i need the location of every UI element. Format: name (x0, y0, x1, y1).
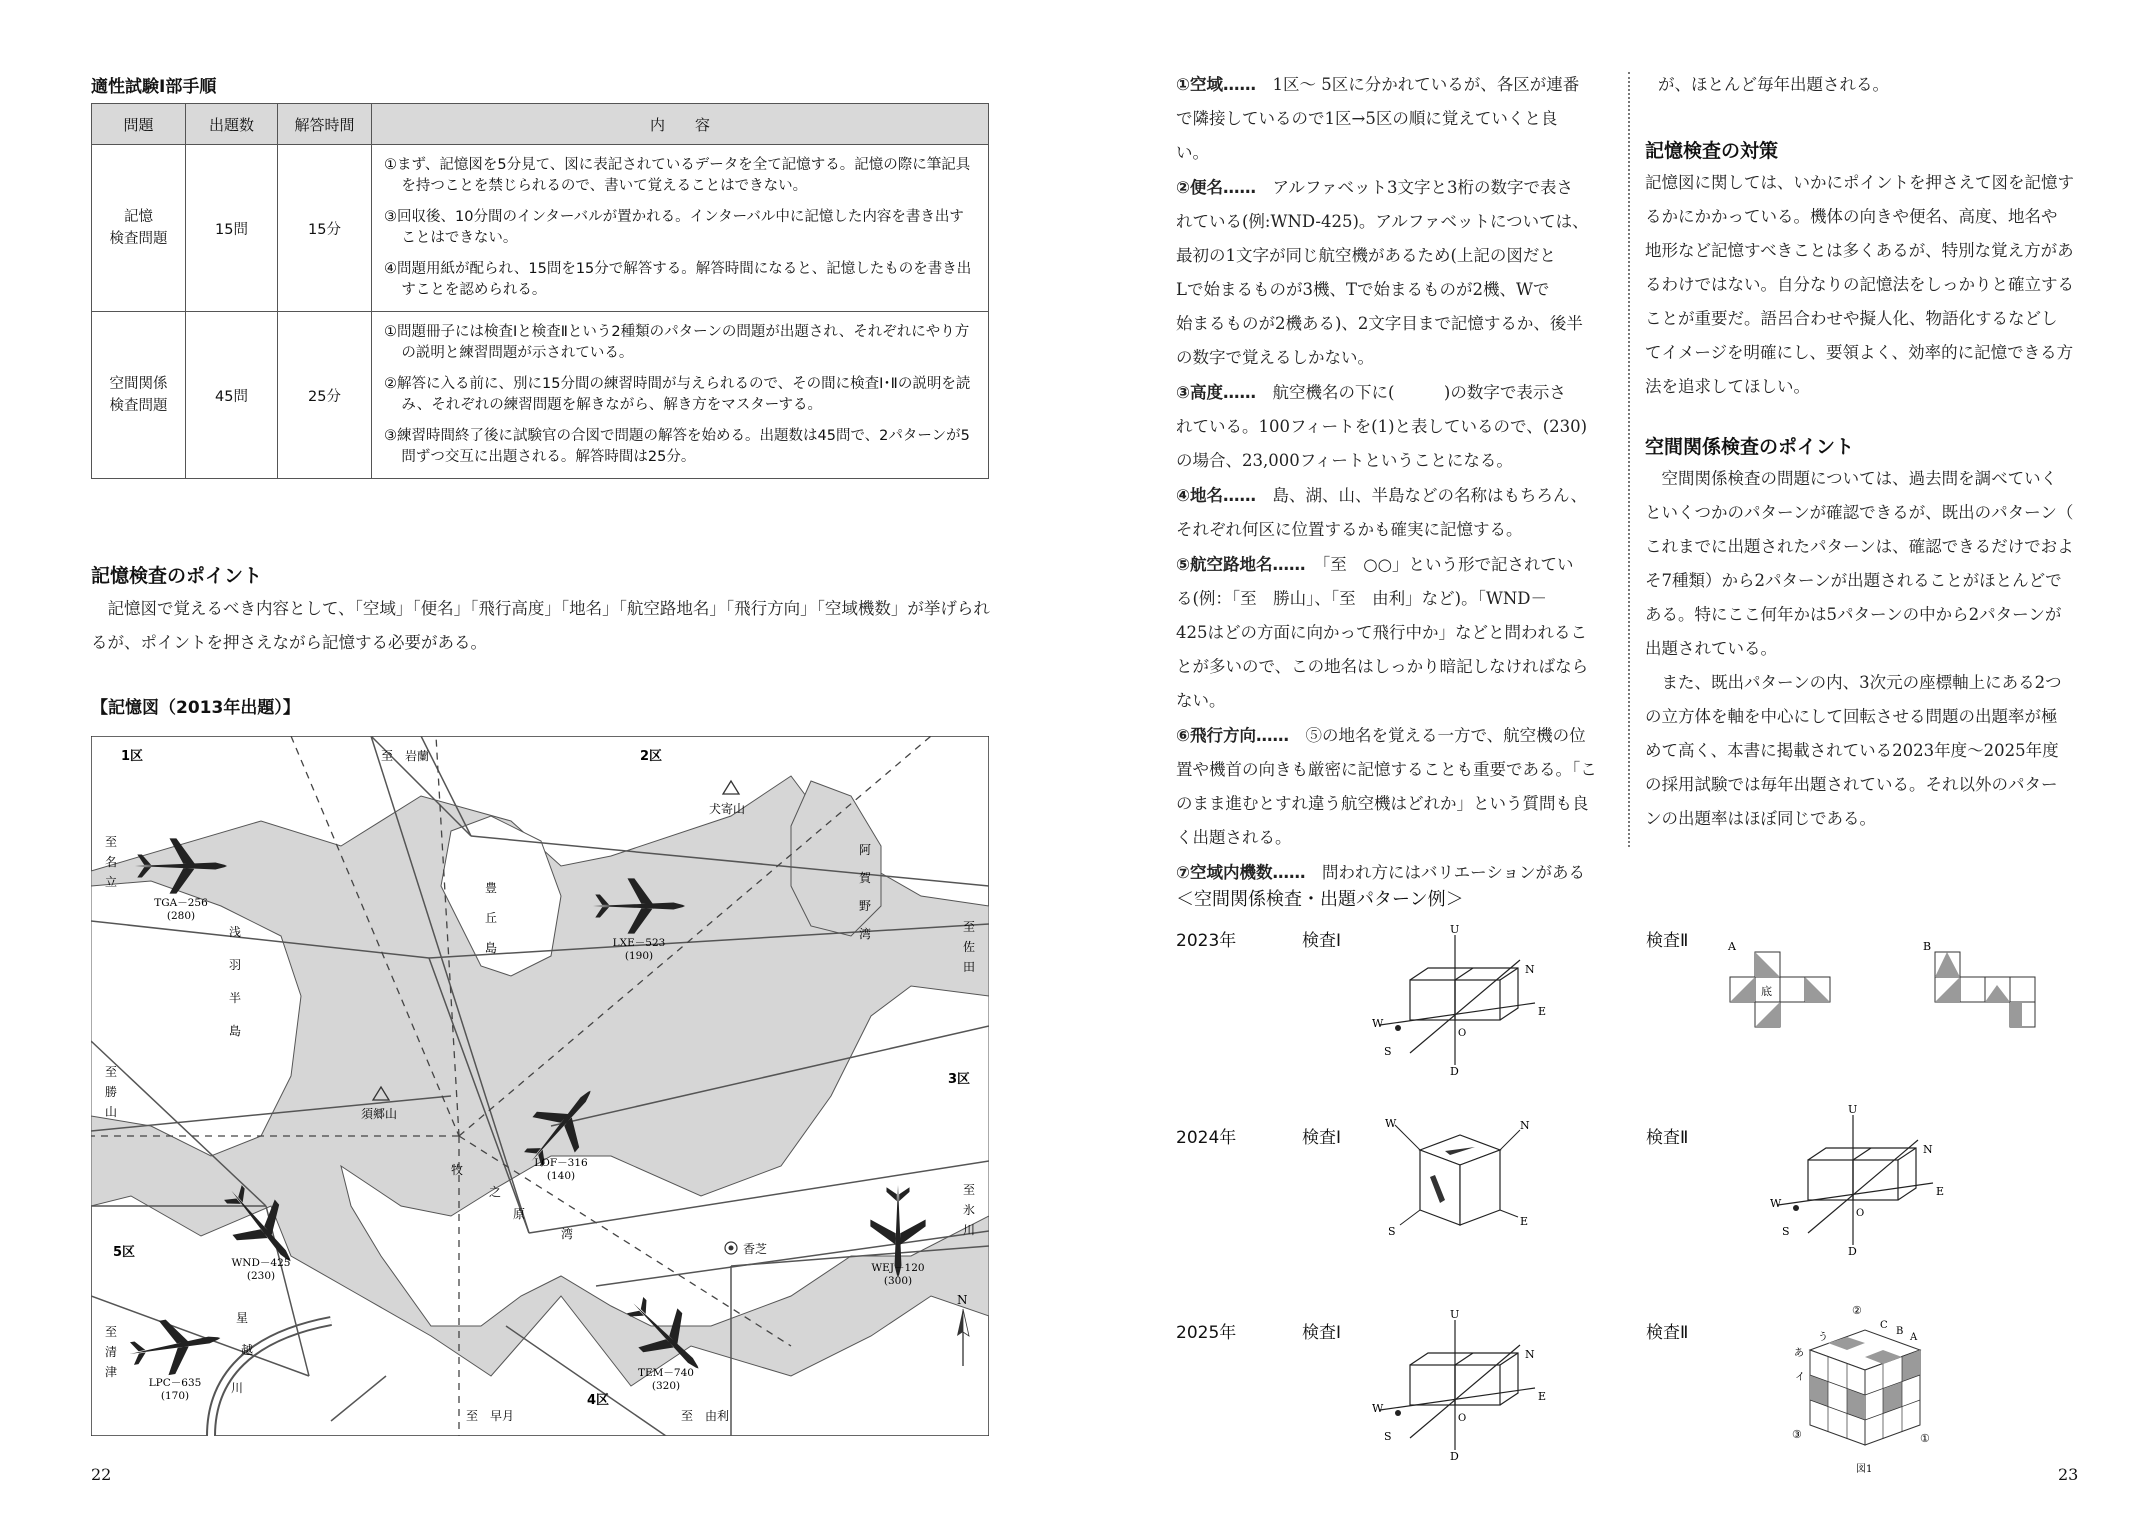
spatial-heading: 空間関係検査のポイント (1645, 436, 1855, 458)
text-line: れている。100フィートを(1)と表しているので、(230) (1176, 417, 1588, 436)
axis-label: S (1384, 1045, 1392, 1058)
axis-label: E (1936, 1185, 1945, 1198)
place-char: 島 (229, 1024, 242, 1038)
numbered-item (1176, 376, 1604, 478)
destination-hikawa (963, 1183, 975, 1237)
row-time: 15分 (278, 145, 372, 312)
pattern-test1: 検査Ⅰ (1302, 931, 1342, 951)
text-line: る(例：「至 勝山」、「至 由利」など)。「WND－ (1176, 589, 1548, 608)
text-line (1176, 548, 1604, 582)
destination-char: 佐 (963, 940, 976, 954)
place-char: 川 (231, 1381, 244, 1395)
text-line: 最初の1文字が同じ航空機があるため(上記の図だと (1176, 246, 1556, 265)
place-char: 牧 (451, 1163, 464, 1177)
place-char: 島 (485, 941, 498, 955)
zone-label: 4区 (587, 1393, 610, 1408)
single-cube-figure (1380, 1115, 1540, 1250)
two-cubes-figure (1370, 925, 1570, 1075)
flight-name: LXE－523 (612, 937, 666, 949)
destination-label: 至 早月 (466, 1409, 515, 1423)
cube-label: ③ (1792, 1428, 1802, 1441)
text-line: れている(例:WND-425)。アルファベットについては、 (1176, 212, 1589, 231)
target-heading: 記憶検査の対策 (1645, 140, 1779, 162)
axis-label: S (1388, 1225, 1396, 1238)
pattern-test2: 検査Ⅱ (1646, 1128, 1689, 1148)
axis-label: S (1782, 1225, 1790, 1238)
place-char: 之 (489, 1185, 502, 1199)
place-char: 豊 (485, 881, 498, 895)
text-line: 空間関係検査の問題については、過去問を調べていく (1645, 469, 2058, 488)
map-caption: 【記憶図（2013年出題）】 (91, 698, 300, 718)
content-item: ①問題冊子には検査Ⅰと検査Ⅱという2種類のパターンの問題が出題され、それぞれにやり方の説明と練習問題が示されている。 (384, 324, 970, 361)
text-line: で隣接しているので1区→5区の順に覚えていくと良 (1176, 109, 1558, 128)
destination-char: 名 (105, 855, 118, 869)
axis-label: N (1525, 1348, 1535, 1361)
flight-altitude: (280) (166, 910, 196, 922)
flight-altitude: (140) (546, 1170, 576, 1182)
numbered-item (1176, 171, 1604, 375)
net-label: B (1923, 940, 1932, 953)
destination-sada (963, 920, 975, 974)
place-char: 賀 (859, 871, 872, 885)
net-label: A (1728, 940, 1736, 953)
place-char: 湾 (561, 1227, 574, 1241)
place-char: 野 (859, 899, 872, 913)
flight-altitude: (170) (160, 1390, 190, 1402)
row-count: 15問 (186, 145, 278, 312)
row-content (372, 145, 989, 312)
destination-katsuyama (105, 1065, 117, 1119)
two-cubes-figure (1370, 1310, 1570, 1460)
destination-char: 至 (963, 920, 976, 934)
content-item: ③回収後、10分間のインターバルが置かれる。インターバル中に記憶した内容を書き出すことはできない。 (384, 209, 964, 246)
cube-label: ② (1852, 1304, 1862, 1317)
pattern-year: 2025年 (1176, 1323, 1237, 1343)
text-line (1176, 376, 1604, 410)
item-text: 問われ方にはバリエーションがある (1305, 863, 1585, 882)
destination-label: 至 由利 (681, 1409, 730, 1423)
item-text: 島、湖、山、半島などの名称はもちろん、 (1255, 486, 1587, 505)
pattern-test1: 検査Ⅰ (1302, 1323, 1342, 1343)
memory-points-text (91, 592, 1001, 660)
table-row (92, 145, 989, 312)
cube-label: C (1880, 1320, 1888, 1331)
text-line (1176, 479, 1604, 513)
flight-name: LOF－316 (534, 1157, 588, 1169)
text-line: の場合、23,000フィートということになる。 (1176, 451, 1513, 470)
place-char: 半 (229, 991, 242, 1005)
destination-char: 至 (963, 1183, 976, 1197)
text-line: Lで始まるものが3機、Tで始まるものが2機、Wで (1176, 280, 1550, 299)
destination-char: 津 (105, 1365, 118, 1379)
destination-char: 至 (105, 1325, 118, 1339)
text-line: の数字で覚えるしかない。 (1176, 348, 1374, 367)
place-label: 犬寄山 (709, 802, 746, 816)
destination-char: 至 (105, 1065, 118, 1079)
text-line: のまま進むとすれ違う航空機はどれか」という質問も良 (1176, 794, 1589, 813)
item-text: ⑤の地名を覚える一方で、航空機の位 (1288, 726, 1586, 745)
row-content (372, 312, 989, 479)
axis-label: U (1450, 925, 1460, 936)
axis-label: E (1538, 1390, 1547, 1403)
pattern-test1: 検査Ⅰ (1302, 1128, 1342, 1148)
text-line: るが、ポイントを押さえながら記憶する必要がある。 (91, 633, 487, 652)
text-line: 記憶図で覚えるべき内容として、「空域」「便名」「飛行高度」「地名」「航空路地名」「飛行方向」「空域機数」が挙げられ (91, 599, 990, 618)
zone-label: 3区 (948, 1072, 971, 1087)
text-line: の立方体を軸を中心にして回転させる問題の出題率が極 (1645, 707, 2058, 726)
item-label: ⑤航空路地名…… (1176, 555, 1306, 574)
zone-label: 2区 (640, 749, 663, 764)
destination-char: 田 (963, 960, 976, 974)
cube-label: イ (1795, 1372, 1805, 1383)
place-char: 星 (236, 1311, 249, 1325)
item-text: アルファベット3文字と3桁の数字で表さ (1255, 178, 1573, 197)
text-line (1176, 719, 1604, 753)
row-count: 45問 (186, 312, 278, 479)
flight-altitude: (300) (883, 1275, 913, 1287)
zone-label: 5区 (113, 1245, 136, 1260)
net-label: 底 (1761, 985, 1772, 998)
destination-char: 川 (963, 1223, 976, 1237)
text-line (1176, 68, 1604, 102)
two-cubes-figure (1768, 1105, 1968, 1255)
text-line: ことが重要だ。語呂合わせや擬人化、物語化するなどし (1645, 309, 2058, 328)
axis-label: D (1450, 1450, 1459, 1460)
axis-label: W (1372, 1402, 1384, 1415)
cube-label: う (1818, 1332, 1828, 1343)
text-line: それぞれ何区に位置するかも確実に記憶する。 (1176, 520, 1523, 539)
table-row (92, 312, 989, 479)
text-line: めて高く、本書に掲載されている2023年度～2025年度 (1645, 741, 2059, 760)
text-line: 425はどの方面に向かって飛行中か」などと問われるこ (1176, 623, 1587, 642)
axis-label: O (1856, 1208, 1865, 1219)
target-text (1645, 166, 2085, 404)
text-line: また、既出パターンの内、3次元の座標軸上にある2つ (1645, 673, 2062, 692)
text-line: てイメージを明確にし、要領よく、効率的に記憶できる方 (1645, 343, 2074, 362)
text-line: 法を追求してほしい。 (1645, 377, 1810, 396)
axis-label: U (1848, 1105, 1858, 1116)
text-line (1176, 171, 1604, 205)
item-label: ①空域…… (1176, 75, 1256, 94)
flight-altitude: (320) (651, 1380, 681, 1392)
item-label: ⑦空域内機数…… (1176, 863, 1306, 882)
item-label: ⑥飛行方向…… (1176, 726, 1289, 745)
cube-label: B (1896, 1326, 1904, 1337)
row-time: 25分 (278, 312, 372, 479)
north-label: N (957, 1293, 968, 1307)
destination-char: 勝 (105, 1085, 118, 1099)
axis-label: O (1458, 1413, 1467, 1424)
item-label: ④地名…… (1176, 486, 1256, 505)
figure-caption: 図1 (1856, 1464, 1873, 1475)
destination-char: 清 (105, 1345, 118, 1359)
axis-label: N (1520, 1119, 1530, 1132)
text-line: 出題されている。 (1645, 639, 1777, 658)
cube-label: ① (1920, 1432, 1930, 1445)
text-line: 置や機首の向きも厳密に記憶することも重要である。「こ (1176, 760, 1597, 779)
flight-name: WEJ－120 (871, 1262, 925, 1274)
flight-name: LPC－635 (148, 1377, 202, 1389)
cube-label: あ (1794, 1348, 1804, 1359)
row-problem: 記憶 検査問題 (92, 145, 186, 312)
place-label: 香芝 (743, 1242, 768, 1256)
axis-label: W (1372, 1017, 1384, 1030)
flight-altitude: (190) (624, 950, 654, 962)
flight-name: TGA－256 (154, 897, 208, 909)
place-char: 越 (241, 1343, 254, 1357)
destination-char: 立 (105, 875, 118, 889)
content-item: ①まず、記憶図を5分見て、図に表記されているデータを全て記憶する。記憶の際に筆記具を持つことを禁じられるので、書いて覚えることはできない。 (384, 157, 971, 194)
item-text: 「至 ○○」という形で記されてい (1305, 555, 1574, 574)
page-number: 23 (2058, 1465, 2079, 1484)
item-text: 航空機名の下に( )の数字で表示さ (1255, 383, 1566, 402)
destination-kiyotsu (105, 1325, 117, 1379)
place-char: 羽 (229, 958, 242, 972)
pattern-year: 2024年 (1176, 1128, 1237, 1148)
place-char: 湾 (859, 927, 872, 941)
text-line: ない。 (1176, 691, 1226, 710)
place-toyooka (485, 880, 497, 955)
axis-label: D (1848, 1245, 1857, 1255)
destination-char: 至 (105, 835, 118, 849)
col2-first-line: が、ほとんど毎年出題される。 (1658, 75, 1889, 94)
header-problem: 問題 (92, 104, 186, 145)
place-label: 須郷山 (361, 1107, 398, 1121)
text-line: ある。特にここ何年かは5パターンの中から2パターンが (1645, 605, 2062, 624)
numbered-item (1176, 548, 1604, 718)
text-line: 地形など記憶すべきことは多くあるが、特別な覚え方があ (1645, 241, 2074, 260)
text-line: く出題される。 (1176, 828, 1292, 847)
cube-nets-figure (1725, 940, 2065, 1050)
text-line: そ7種類）から2パターンが出題されることがほとんどで (1645, 571, 2062, 590)
memory-points-heading: 記憶検査のポイント (91, 565, 263, 587)
text-line: い。 (1176, 143, 1209, 162)
page-number: 22 (91, 1465, 112, 1484)
content-item: ④問題用紙が配られ、15問を15分で解答する。解答時間になると、記憶したものを書き出すことを認められる。 (384, 261, 972, 298)
text-line: これまでに出題されたパターンは、確認できるだけでおよ (1645, 537, 2074, 556)
memory-map (91, 736, 989, 1436)
text-line: といくつかのパターンが確認できるが、既出のパターン（ (1645, 503, 2074, 522)
procedure-table (91, 103, 989, 479)
axis-label: D (1450, 1065, 1459, 1075)
flight-altitude: (230) (246, 1270, 276, 1282)
pattern-test2: 検査Ⅱ (1646, 1323, 1689, 1343)
destination-char: 氷 (963, 1203, 976, 1217)
text-line: の採用試験では毎年出題されている。それ以外のパター (1645, 775, 2058, 794)
axis-label: E (1520, 1215, 1529, 1228)
item-text: 1区～ 5区に分かれているが、各区が連番 (1255, 75, 1580, 94)
item-label: ②便名…… (1176, 178, 1256, 197)
destination-char: 山 (105, 1105, 118, 1119)
axis-label: U (1450, 1310, 1460, 1321)
destination-nadachi (105, 835, 117, 889)
content-item: ③練習時間終了後に試験官の合図で問題の解答を始める。出題数は45問で、2パターンが5問ずつ交互に出題される。解答時間は25分。 (384, 428, 970, 465)
text-line: 始まるものが2機ある)、2文字目まで記憶するか、後半 (1176, 314, 1583, 333)
place-char: 浅 (229, 925, 242, 939)
cube-label: A (1910, 1332, 1918, 1343)
spatial-text (1645, 462, 2085, 836)
stacked-cube-figure (1790, 1300, 1940, 1480)
axis-label: E (1538, 1005, 1547, 1018)
header-content: 内 容 (372, 104, 989, 145)
pattern-heading: ＜空間関係検査・出題パターン例＞ (1176, 889, 1464, 910)
pattern-year: 2023年 (1176, 931, 1237, 951)
place-char: 丘 (485, 911, 498, 925)
header-time: 解答時間 (278, 104, 372, 145)
text-line: ンの出題率はほぼ同じである。 (1645, 809, 1876, 828)
text-line: るかにかかっている。機体の向きや便名、高度、地名や (1645, 207, 2058, 226)
item-label: ③高度…… (1176, 383, 1256, 402)
column-divider (1628, 72, 1630, 847)
axis-label: N (1923, 1143, 1933, 1156)
axis-label: S (1384, 1430, 1392, 1443)
header-count: 出題数 (186, 104, 278, 145)
table-header-row (92, 104, 989, 145)
axis-label: W (1385, 1117, 1397, 1130)
numbered-item (1176, 479, 1604, 547)
text-line: るわけではない。自分なりの記憶法をしっかりと確立する (1645, 275, 2074, 294)
row-problem: 空間関係 検査問題 (92, 312, 186, 479)
place-char: 原 (513, 1207, 526, 1221)
table-title: 適性試験Ⅰ部手順 (91, 77, 217, 97)
flight-name: TEM－740 (638, 1367, 694, 1379)
numbered-item (1176, 68, 1604, 170)
axis-label: W (1770, 1197, 1782, 1210)
text-line: とが多いので、この地名はしっかり暗記しなければなら (1176, 657, 1589, 676)
pattern-test2: 検査Ⅱ (1646, 931, 1689, 951)
city-icon-dot (729, 1246, 734, 1251)
axis-label: N (1525, 963, 1535, 976)
place-char: 阿 (859, 843, 872, 857)
numbered-item (1176, 719, 1604, 855)
content-item: ②解答に入る前に、別に15分間の練習時間が与えられるので、その間に検査Ⅰ･Ⅱの説明を読み、それぞれの練習問題を解きながら、解き方をマスターする。 (384, 376, 971, 413)
zone-label: 1区 (121, 749, 144, 764)
destination-label: 至 岩蘭 (381, 749, 430, 763)
flight-name: WND－425 (231, 1257, 291, 1269)
axis-label: O (1458, 1028, 1467, 1039)
text-line: 記憶図に関しては、いかにポイントを押さえて図を記憶す (1645, 173, 2074, 192)
